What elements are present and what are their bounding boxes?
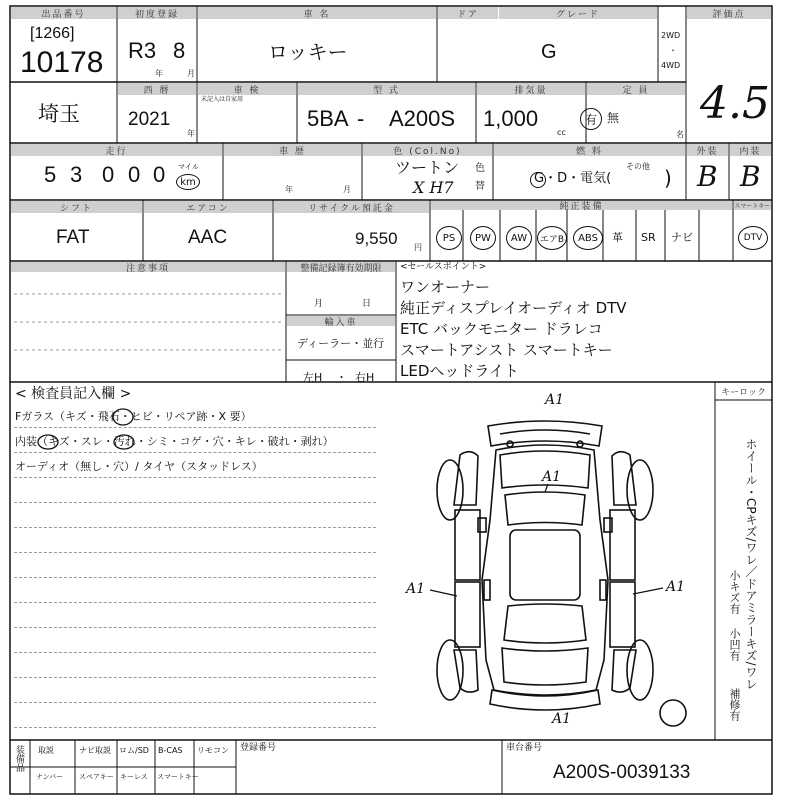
left-front-door [455, 510, 480, 580]
equip-aw: AW [506, 226, 532, 250]
rear-bumper [490, 690, 600, 710]
ac-value: AAC [188, 227, 228, 248]
spare-tire [660, 700, 686, 726]
windshield [505, 492, 585, 525]
score-value: 4.5 [700, 78, 770, 129]
header-grade: グレード [499, 7, 657, 19]
right-front-door [610, 510, 635, 580]
region: 埼玉 [38, 102, 80, 126]
inspector-line-audio: オーディオ（無し・穴）/ タイヤ（スタッドレス） [15, 460, 263, 473]
header-score: 評価点 [687, 7, 771, 19]
displacement-value: 1,000 [483, 106, 539, 131]
damage-front-bumper: A1 [545, 392, 565, 408]
drive-dot: ・ [669, 46, 677, 55]
item-keyless: キーレス [120, 773, 148, 781]
header-first-reg: 初度登録 [118, 7, 196, 19]
drive-4wd: 4WD [661, 61, 681, 70]
first-reg-year-unit: 年 [155, 69, 163, 78]
lot-number: 10178 [20, 46, 104, 79]
damage-hood: A1 [542, 469, 562, 485]
fuel-no-mark: 無 [607, 111, 620, 125]
side-note-small-scratch: 小キズ有 [728, 570, 741, 614]
left-front-fender [454, 452, 478, 505]
item-remote: リモコン [197, 746, 229, 755]
equip-leather: 革 [612, 231, 623, 244]
left-rear-tire [437, 640, 463, 700]
item-smart-key: スマートキー [157, 773, 199, 781]
header-reg-no: 登録番号 [240, 743, 277, 753]
fuel-yes-mark: 有 [580, 108, 602, 130]
header-recycle: リサイクル預託金 [274, 201, 429, 213]
right-rear-fender [612, 650, 636, 692]
left-handle [484, 580, 490, 600]
recycle-value: 9,550 [355, 229, 398, 248]
damage-right-side: A1 [666, 579, 686, 595]
year-unit: 年 [187, 129, 195, 138]
year-value: 2021 [128, 109, 171, 130]
bottom-header: 装備品 [14, 745, 24, 772]
right-front-fender [612, 452, 636, 505]
warranty-month: 月 [314, 299, 324, 309]
equip-dtv: DTV [738, 226, 768, 250]
header-door: ドア [438, 7, 498, 19]
item-plate: ナンバー [36, 773, 64, 781]
first-reg-month-unit: 月 [187, 69, 195, 78]
mileage-unit-km: km [176, 174, 200, 190]
header-exterior: 外装 [687, 144, 728, 156]
item-navi-manual: ナビ取説 [79, 746, 111, 755]
color-name: ツートン [395, 158, 460, 177]
inspection-note: 未記入は自家用 [201, 96, 244, 103]
equip-sr: SR [641, 231, 656, 244]
left-front-tire [437, 460, 463, 520]
drive-2wd: 2WD [661, 31, 681, 40]
fuel-other: その他 [626, 162, 650, 171]
mileage-digit: 0 [153, 162, 166, 187]
history-year-unit: 年 [285, 185, 293, 194]
equip-abs: ABS [573, 226, 603, 250]
sales-point: LEDヘッドライト [400, 362, 519, 380]
mileage-digit: 5 [44, 162, 57, 187]
shift-value: FAT [56, 227, 90, 248]
header-color: 色 (Col.No) [363, 144, 492, 156]
color-label: 色 [475, 163, 485, 174]
roof [510, 530, 580, 600]
model-dash: - [357, 106, 365, 131]
side-note-repaired: 補修有 [728, 688, 741, 721]
right-rear-door [610, 582, 635, 647]
fuel-close: ) [664, 166, 672, 190]
sales-points-header: <セールスポイント> [400, 262, 487, 272]
header-capacity: 定 員 [587, 83, 685, 95]
color-swap-label: 替 [475, 181, 485, 192]
header-interior: 内装 [730, 144, 771, 156]
side-note-small-dent: 小凹有 [728, 628, 741, 661]
item-spare-key: スペアキー [79, 773, 114, 781]
header-year: 西 暦 [118, 83, 196, 95]
tailgate [502, 648, 588, 685]
side-note-wheel: ホイール・CPキズ/ワレ／ドアミラーキズ/ワレ [744, 438, 758, 690]
header-shift: シフト [11, 201, 142, 213]
rear-window [504, 604, 586, 643]
model-prefix: 5BA [307, 106, 349, 131]
header-chassis-no: 車台番号 [506, 743, 543, 753]
header-import: 輸入車 [287, 316, 395, 326]
warranty-day: 日 [362, 299, 372, 309]
import-left: 左H [303, 371, 323, 384]
recycle-unit: 円 [414, 243, 422, 252]
inspector-line-interior: 内装（キズ・スレ・汚れ・シミ・コゲ・穴・キレ・破れ・剥れ） [15, 435, 334, 448]
damage-left-side: A1 [406, 581, 426, 597]
fuel-options: G・D・電気( [534, 171, 612, 186]
left-rear-door [455, 582, 480, 647]
color-code: X H7 [413, 178, 454, 197]
car-grade: G [541, 41, 557, 63]
header-history: 車 歴 [224, 144, 361, 156]
item-rom-sd: ロム/SD [119, 746, 149, 755]
damage-rear: A1 [552, 711, 572, 727]
header-notes: 注意事項 [11, 262, 285, 272]
right-handle [600, 580, 606, 600]
right-front-tire [627, 460, 653, 520]
header-warranty: 整備記録簿有効期限 [287, 262, 395, 272]
mileage-digit: 0 [102, 162, 115, 187]
inspector-line-glass: Fガラス（キズ・飛石・ヒビ・リペア跡・X 要） [15, 410, 252, 423]
inspector-header: < 検査員記入欄 > [15, 386, 132, 402]
header-mileage: 走行 [11, 144, 222, 156]
header-fuel: 燃 料 [494, 144, 685, 156]
first-reg-era: R3 [128, 38, 157, 63]
sales-point: ETC バックモニター ドラレコ [400, 320, 603, 338]
sales-point: ワンオーナー [400, 278, 491, 296]
import-dot: ・ [336, 371, 347, 384]
header-equipment: 純正装備 [431, 201, 732, 210]
import-right: 右H [355, 371, 375, 384]
history-month-unit: 月 [343, 185, 351, 194]
equip-pw: PW [470, 226, 496, 250]
first-reg-month: 8 [173, 38, 186, 63]
header-keyless: スマートキー [734, 203, 771, 210]
header-ac: エアコン [144, 201, 272, 213]
capacity-unit: 名 [676, 130, 684, 139]
header-inspection: 車 検 [198, 83, 296, 95]
chassis-number: A200S-0039133 [553, 762, 691, 783]
item-manual: 取説 [38, 746, 54, 755]
car-name: ロッキー [268, 40, 348, 64]
left-rear-fender [454, 650, 478, 692]
equip-airbag: エアB [537, 226, 567, 250]
header-car-name: 車 名 [198, 7, 436, 19]
mileage-unit-mile: マイル [178, 163, 199, 171]
header-key-lock: キーロック [716, 383, 771, 399]
lot-prefix: [1266] [30, 25, 75, 42]
item-bcas: B-CAS [158, 746, 183, 755]
sales-point: スマートアシスト スマートキー [400, 341, 613, 359]
right-rear-tire [627, 640, 653, 700]
equip-ps: PS [436, 226, 462, 250]
import-dealer: ディーラー・並行 [297, 337, 385, 350]
displacement-unit: cc [557, 128, 566, 137]
model-code: A200S [389, 106, 456, 131]
header-model: 型 式 [298, 83, 475, 95]
mileage-digit: 3 [70, 162, 83, 187]
header-lot: 出品番号 [11, 7, 116, 19]
header-displacement: 排気量 [477, 83, 585, 95]
interior-grade: B [740, 160, 761, 193]
front-grille [500, 430, 590, 434]
equip-navi: ナビ [671, 231, 693, 244]
sales-point: 純正ディスプレイオーディオ DTV [400, 299, 627, 317]
mileage-digit: 0 [128, 162, 141, 187]
exterior-grade: B [697, 160, 718, 193]
